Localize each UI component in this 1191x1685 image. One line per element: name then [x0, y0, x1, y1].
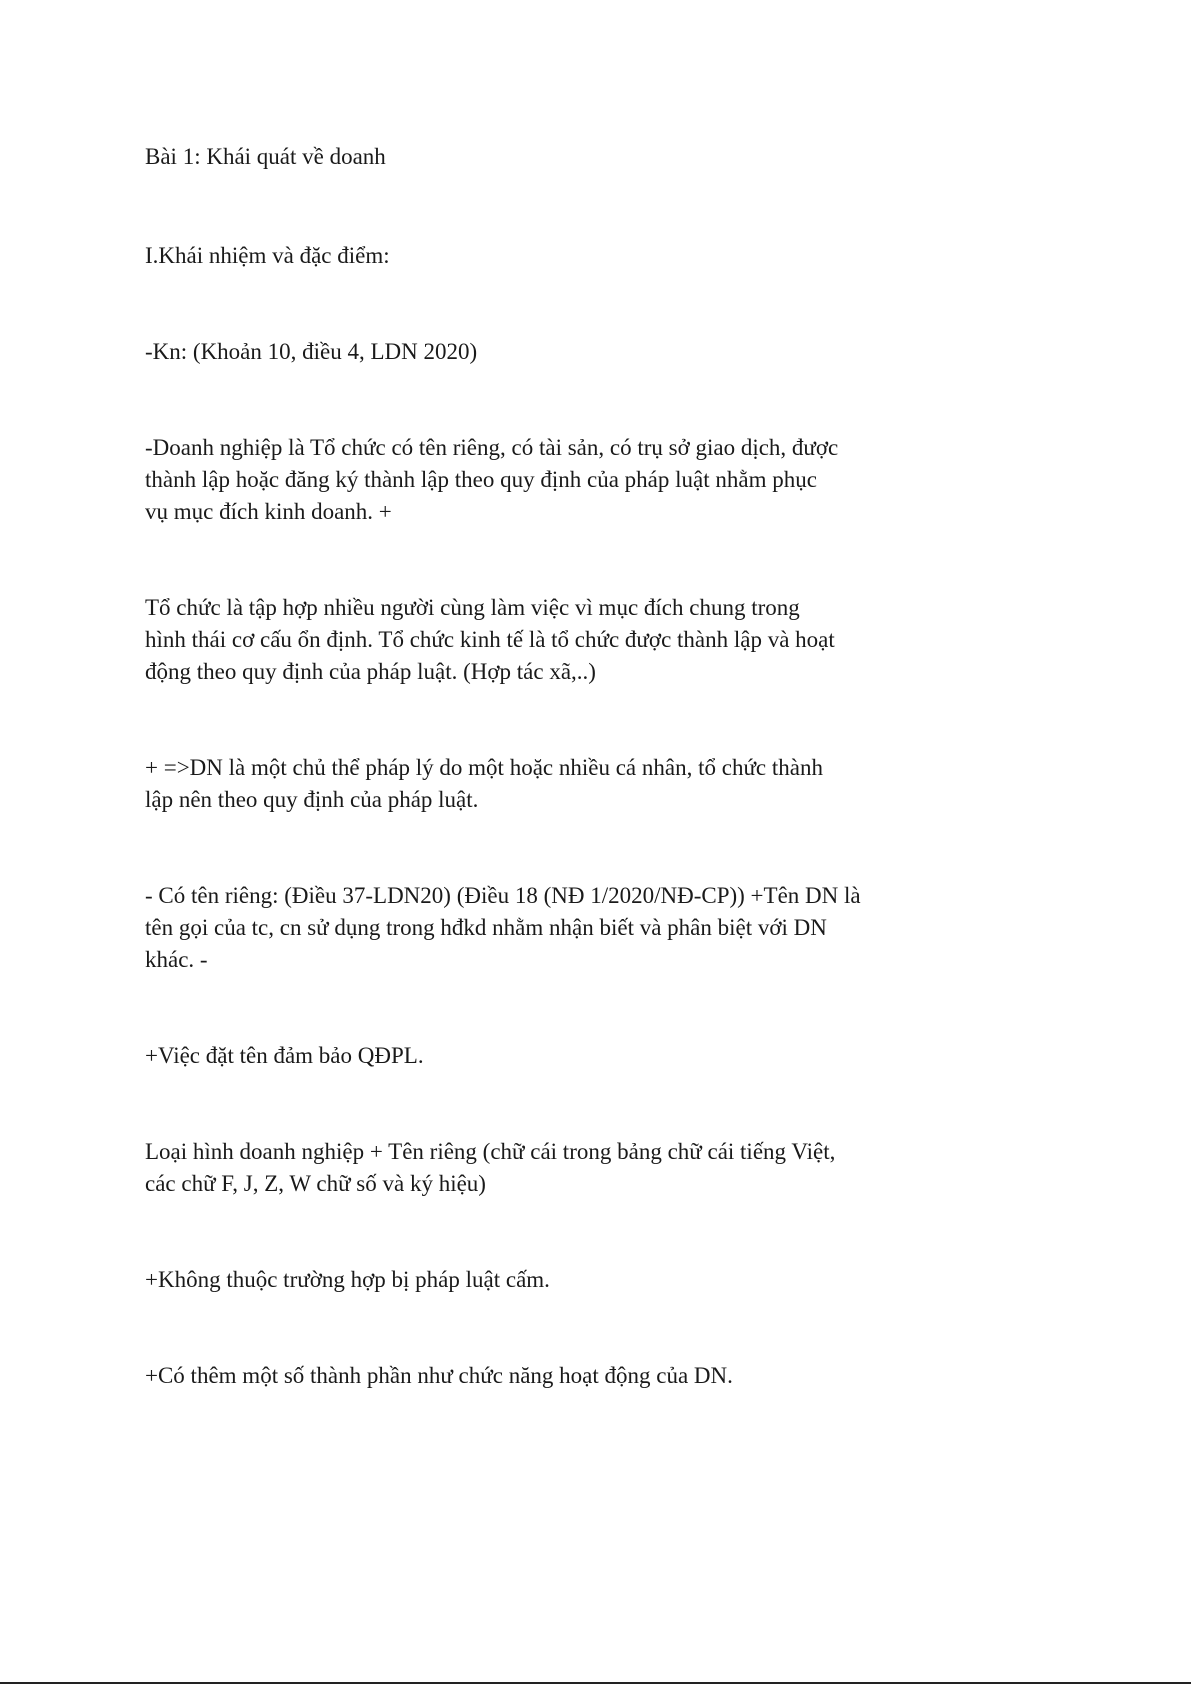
text-line: khác. -	[145, 947, 208, 972]
text-line: Tổ chức là tập hợp nhiều người cùng làm việc vì mục đích chung trong	[145, 595, 800, 620]
text-line: +Không thuộc trường hợp bị pháp luật cấm.	[145, 1267, 550, 1292]
text-line: +Việc đặt tên đảm bảo QĐPL.	[145, 1043, 424, 1068]
text-line: + =>DN là một chủ thể pháp lý do một hoặc nhiều cá nhân, tổ chức thành	[145, 755, 823, 780]
text-line: -Kn: (Khoản 10, điều 4, LDN 2020)	[145, 339, 478, 364]
page-bottom-border	[0, 1682, 1191, 1684]
paragraph-organization	[145, 592, 905, 688]
text-line: hình thái cơ cấu ổn định. Tổ chức kinh tế là tổ chức được thành lập và hoạt	[145, 627, 835, 652]
text-line: - Có tên riêng: (Điều 37-LDN20) (Điều 18 (NĐ 1/2020/NĐ-CP)) +Tên DN là	[145, 883, 861, 908]
section-heading	[145, 240, 905, 272]
text-line: +Có thêm một số thành phần như chức năng hoạt động của DN.	[145, 1363, 733, 1388]
paragraph-naming-rule	[145, 1040, 905, 1072]
text-line: Loại hình doanh nghiệp + Tên riêng (chữ cái trong bảng chữ cái tiếng Việt,	[145, 1139, 836, 1164]
paragraph-name-structure	[145, 1136, 905, 1200]
text-line: -Doanh nghiệp là Tổ chức có tên riêng, có tài sản, có trụ sở giao dịch, được	[145, 435, 839, 460]
text-line: lập nên theo quy định của pháp luật.	[145, 787, 479, 812]
paragraph-legal-entity	[145, 752, 905, 816]
text-line: thành lập hoặc đăng ký thành lập theo quy định của pháp luật nhằm phục	[145, 467, 817, 492]
text-line: Bài 1: Khái quát về doanh	[145, 144, 386, 169]
paragraph-definition-ref	[145, 336, 905, 368]
paragraph-additional-parts	[145, 1360, 905, 1392]
lesson-title	[145, 141, 905, 173]
text-line: các chữ F, J, Z, W chữ số và ký hiệu)	[145, 1171, 486, 1196]
text-line: vụ mục đích kinh doanh. +	[145, 499, 392, 524]
text-line: I.Khái nhiệm và đặc điểm:	[145, 243, 390, 268]
paragraph-definition	[145, 432, 905, 528]
text-line: động theo quy định của pháp luật. (Hợp tác xã,..)	[145, 659, 596, 684]
paragraph-own-name	[145, 880, 905, 976]
paragraph-not-prohibited	[145, 1264, 905, 1296]
text-line: tên gọi của tc, cn sử dụng trong hđkd nhằm nhận biết và phân biệt với DN	[145, 915, 827, 940]
